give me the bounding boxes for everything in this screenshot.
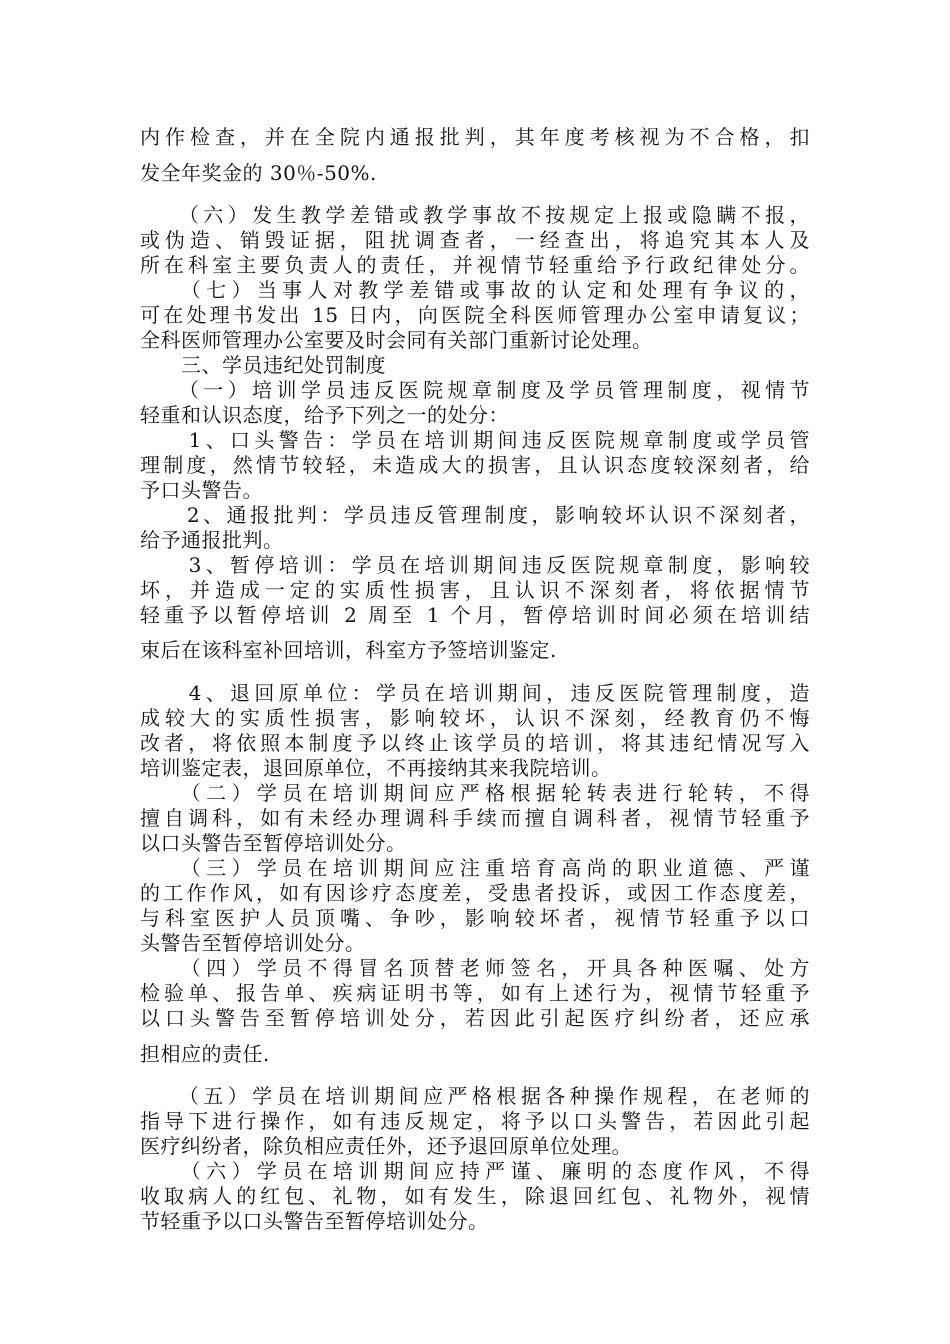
text-line: （五）学员在培训期间应严格根据各种操作规程，在老师的 — [140, 1084, 810, 1108]
text-line: 成较大的实质性损害，影响较坏，认识不深刻，经教育仍不悔 — [140, 706, 810, 730]
text-line: 1、口头警告：学员在培训期间违反医院规章制度或学员管 — [140, 428, 810, 452]
text-line: 医疗纠纷者，除负相应责任外，还予退回原单位处理。 — [140, 1134, 632, 1158]
section-heading: 三、学员违纪处罚制度 — [140, 353, 386, 377]
text-line: 节轻重予以口头警告至暂停培训处分。 — [140, 1209, 489, 1233]
text-line: 发全年奖金的 30％-50%. — [140, 161, 377, 185]
text-line: 可在处理书发出 15 日内，向医院全科医师管理办公室申请复议； — [140, 303, 810, 327]
text-line: 坏，并造成一定的实质性损害，且认识不深刻者，将依据情节 — [140, 578, 810, 602]
text-line: 4、退回原单位：学员在培训期间，违反医院管理制度，造 — [140, 681, 810, 705]
text-line: 或伪造、销毁证据，阻扰调查者，一经查出，将追究其本人及 — [140, 228, 810, 252]
text-line: 担相应的责任. — [140, 1042, 270, 1066]
text-line: 内作检查，并在全院内通报批判，其年度考核视为不合格，扣 — [140, 125, 810, 149]
text-line: 束后在该科室补回培训，科室方予签培训鉴定. — [140, 638, 557, 662]
text-line: 改者，将依照本制度予以终止该学员的培训，将其违纪情况写入 — [140, 731, 810, 755]
text-line: （七）当事人对教学差错或事故的认定和处理有争议的， — [140, 278, 810, 302]
text-line: （一）培训学员违反医院规章制度及学员管理制度，视情节 — [140, 378, 810, 402]
text-line: （六）发生教学差错或教学事故不按规定上报或隐瞒不报， — [140, 203, 810, 227]
text-line: 指导下进行操作，如有违反规定，将予以口头警告，若因此引起 — [140, 1109, 810, 1133]
text-line: 以口头警告至暂停培训处分，若因此引起医疗纠纷者，还应承 — [140, 1006, 810, 1030]
text-line: 所在科室主要负责人的责任，并视情节轻重给予行政纪律处分。 — [140, 253, 810, 277]
text-line: 轻重予以暂停培训 2 周至 1 个月，暂停培训时间必须在培训结 — [140, 603, 810, 627]
text-line: 头警告至暂停培训处分。 — [140, 931, 366, 955]
text-line: 予口头警告。 — [140, 478, 263, 502]
text-line: 给予通报批判。 — [140, 528, 284, 552]
text-line: 2、通报批判：学员违反管理制度，影响较坏认识不深刻者， — [140, 503, 810, 527]
text-line: 轻重和认识态度，给予下列之一的处分： — [140, 403, 509, 427]
text-line: 的工作作风，如有因诊疗态度差，受患者投诉，或因工作态度差， — [140, 881, 810, 905]
text-line: 以口头警告至暂停培训处分。 — [140, 831, 407, 855]
text-line: 理制度，然情节较轻，未造成大的损害，且认识态度较深刻者，给 — [140, 453, 810, 477]
text-line: （四）学员不得冒名顶替老师签名，开具各种医嘱、处方 — [140, 956, 810, 980]
text-line: 检验单、报告单、疾病证明书等，如有上述行为，视情节轻重予 — [140, 981, 810, 1005]
text-line: （三）学员在培训期间应注重培育高尚的职业道德、严谨 — [140, 856, 810, 880]
text-line: 全科医师管理办公室要及时会同有关部门重新讨论处理。 — [140, 328, 653, 352]
text-line: 擅自调科，如有未经办理调科手续而擅自调科者，视情节轻重予 — [140, 806, 810, 830]
text-line: 与科室医护人员顶嘴、争吵，影响较坏者，视情节轻重予以口 — [140, 906, 810, 930]
text-line: 3、暂停培训：学员在培训期间违反医院规章制度，影响较 — [140, 553, 810, 577]
text-line: 培训鉴定表，退回原单位，不再接纳其来我院培训。 — [140, 756, 612, 780]
text-line: （二）学员在培训期间应严格根据轮转表进行轮转，不得 — [140, 781, 810, 805]
text-line: （六）学员在培训期间应持严谨、廉明的态度作风，不得 — [140, 1159, 810, 1183]
text-line: 收取病人的红包、礼物，如有发生，除退回红包、礼物外，视情 — [140, 1184, 810, 1208]
